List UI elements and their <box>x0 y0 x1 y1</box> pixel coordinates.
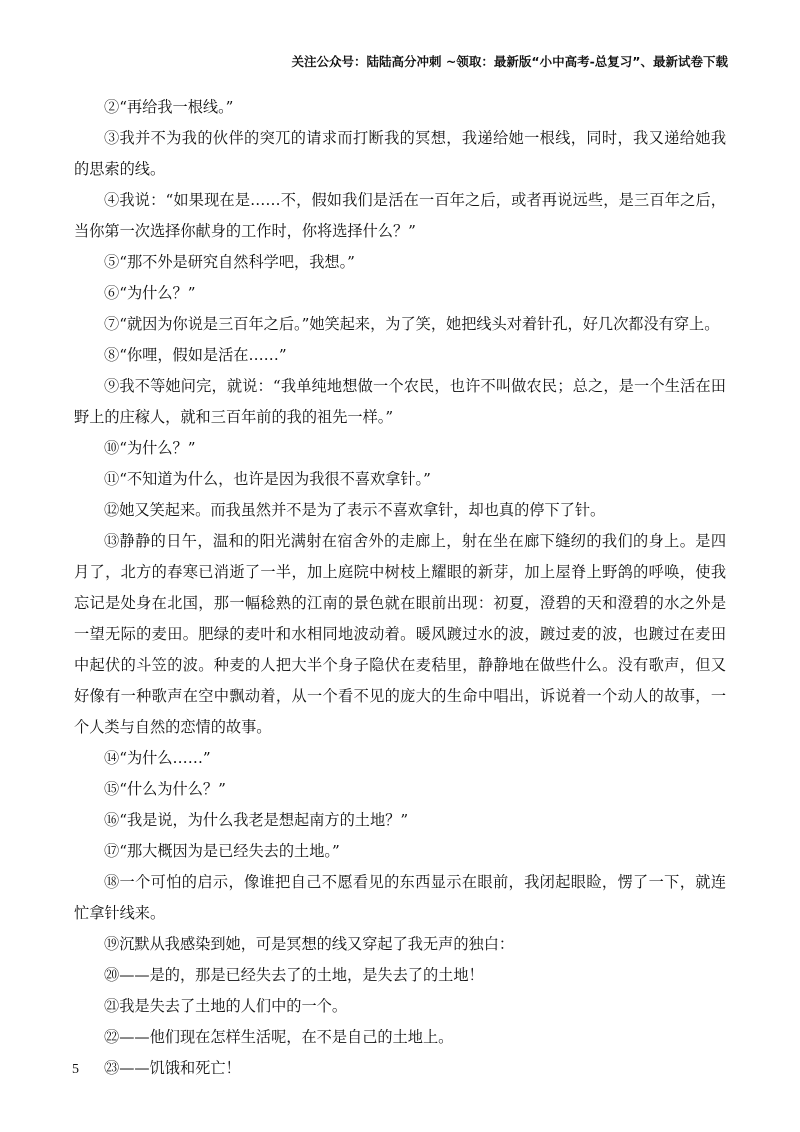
paragraph-19: ⑲沉默从我感染到她，可是冥想的线又穿起了我无声的独白： <box>104 935 515 953</box>
paragraph-4: ④我说：“如果现在是……不，假如我们是活在一百年之后，或者再说远些，是三百年之后，当你第一次选择你献身的工作时，你将选择什么？” <box>74 191 726 240</box>
page-header: 关注公众号：陆陆高分冲刺 ~领取：最新版“小中高考-总复习”、最新试卷下载 <box>291 54 728 69</box>
page-number: 5 <box>72 1062 79 1077</box>
paragraph-12: ⑫她又笑起来。而我虽然并不是为了表示不喜欢拿针，却也真的停下了针。 <box>104 501 606 519</box>
article-body <box>74 92 726 1084</box>
paragraph-9: ⑨我不等她问完，就说：“我单纯地想做一个农民，也许不叫做农民；总之，是一个生活在田野上的庄稼人，就和三百年前的我的祖先一样。” <box>74 377 726 426</box>
paragraph-22: ㉒——他们现在怎样生活呢，在不是自己的土地上。 <box>104 1028 454 1046</box>
paragraph-11: ⑪“不知道为什么，也许是因为我很不喜欢拿针。” <box>104 470 431 488</box>
paragraph-5: ⑤“那不外是研究自然科学吧，我想。” <box>104 253 355 271</box>
paragraph-7: ⑦“就因为你说是三百年之后。”她笑起来，为了笑，她把线头对着针孔，好几次都没有穿上。 <box>104 315 720 333</box>
paragraph-16: ⑯“我是说，为什么我老是想起南方的土地？” <box>104 811 409 829</box>
paragraph-10: ⑩“为什么？” <box>104 439 196 457</box>
paragraph-20: ⑳——是的，那是已经失去了的土地，是失去了的土地！ <box>104 966 484 984</box>
paragraph-15: ⑮“什么为什么？” <box>104 780 226 798</box>
paragraph-23: ㉓——饥饿和死亡！ <box>104 1059 241 1077</box>
paragraph-14: ⑭“为什么……” <box>104 749 211 767</box>
paragraph-13: ⑬静静的日午，温和的阳光满射在宿舍外的走廊上，射在坐在廊下缝纫的我们的身上。是四月了，北方的春寒已消逝了一半，加上庭院中树枝上耀眼的新芽，加上屋脊上野鸽的呼唤，使我忘记是处身在北国，那一幅稔熟的江南的景色就在眼前出现：初夏，澄碧的天和澄碧的水之外是一望无际的麦田。肥绿的麦叶和水相同地波动着。暖风踱过水的波，踱过麦的波，也踱过在麦田中起伏的斗笠的波。种麦的人把大半个身子隐伏在麦秸里，静静地在做些什么。没有歌声，但又好像有一种歌声在空中飘动着，从一个看不见的庞大的生命中唱出，诉说着一个动人的故事，一个人类与自然的恋情的故事。 <box>74 532 726 736</box>
paragraph-2: ②“再给我一根线。” <box>104 98 234 116</box>
paragraph-17: ⑰“那大概因为是已经失去的土地。” <box>104 842 340 860</box>
paragraph-8: ⑧“你哩，假如是活在……” <box>104 346 287 364</box>
paragraph-6: ⑥“为什么？” <box>104 284 196 302</box>
paragraph-21: ㉑我是失去了土地的人们中的一个。 <box>104 997 347 1015</box>
paragraph-3: ③我并不为我的伙伴的突兀的请求而打断我的冥想，我递给她一根线，同时，我又递给她我的思索的线。 <box>74 129 726 178</box>
paragraph-18: ⑱一个可怕的启示，像谁把自己不愿看见的东西显示在眼前，我闭起眼睑，愣了一下，就连忙拿针线来。 <box>74 873 726 922</box>
